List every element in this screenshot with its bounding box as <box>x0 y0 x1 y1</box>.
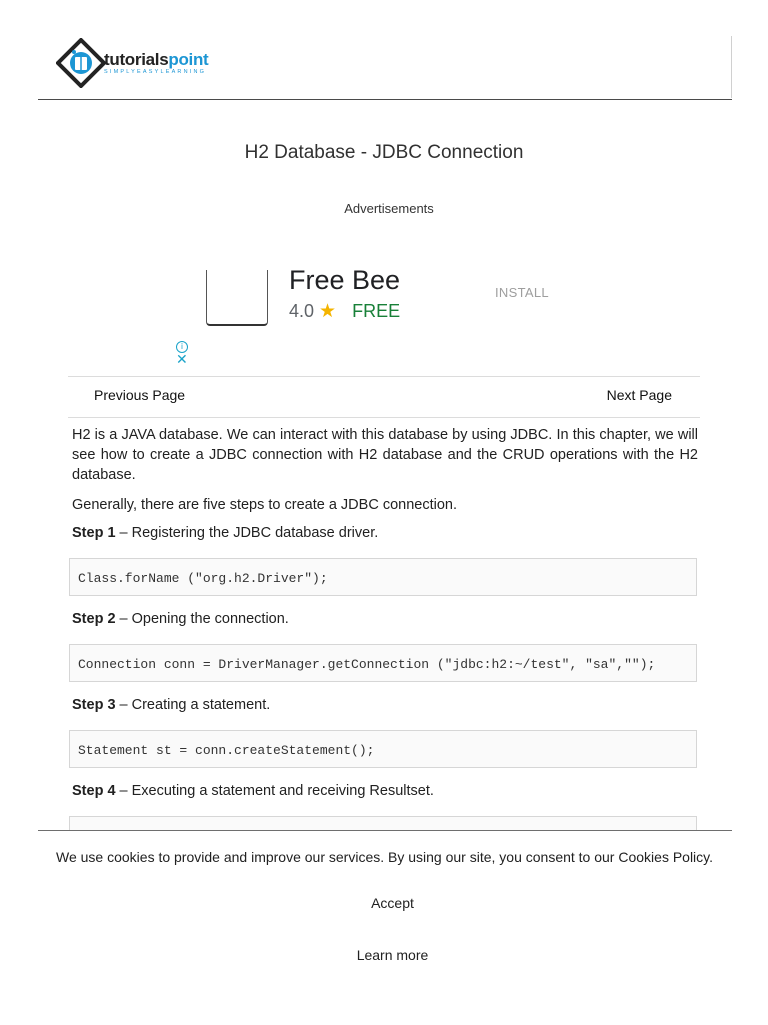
cookie-learn-more-button[interactable]: Learn more <box>38 946 747 964</box>
ad-price: FREE <box>352 301 401 321</box>
star-icon: ★ <box>319 301 337 322</box>
next-page-link[interactable]: Next Page <box>606 387 672 403</box>
site-logo[interactable] <box>56 38 208 88</box>
cookie-message: We use cookies to provide and improve our services. By using our site, you consent to our Cookies Policy. <box>56 849 714 865</box>
ad-info-icon[interactable]: i <box>176 341 188 353</box>
step-3-text: Step 3 – Creating a statement. <box>72 697 271 713</box>
ad-install-button[interactable]: INSTALL <box>495 285 549 300</box>
tutorialspoint-logo-icon <box>56 38 106 88</box>
cookie-consent-banner <box>38 830 732 1025</box>
cookie-accept-button[interactable]: Accept <box>38 894 747 912</box>
ad-rating-value: 4.0 <box>289 301 315 321</box>
ad-rating <box>289 300 400 323</box>
logo-tagline: SIMPLYEASYLEARNING <box>104 68 207 75</box>
step-1-text: Step 1 – Registering the JDBC database driver. <box>72 525 379 541</box>
step-1-code-block: Class.forName ("org.h2.Driver"); <box>69 558 697 596</box>
ad-app-name[interactable]: Free Bee <box>289 265 401 295</box>
ad-close-icon[interactable]: ✕ <box>176 352 188 368</box>
step-2-text: Step 2 – Opening the connection. <box>72 611 289 627</box>
steps-intro-paragraph: Generally, there are five steps to create a JDBC connection. <box>72 497 457 513</box>
page-title: H2 Database - JDBC Connection <box>244 142 524 163</box>
step-4-text: Step 4 – Executing a statement and receiving Resultset. <box>72 783 434 799</box>
header-divider <box>731 36 732 98</box>
ad-app-icon[interactable] <box>206 270 268 326</box>
step-2-code-block: Connection conn = DriverManager.getConnection ("jdbc:h2:~/test", "sa",""); <box>69 644 697 682</box>
page-navigation <box>68 376 700 418</box>
intro-paragraph: H2 is a JAVA database. We can interact with this database by using JDBC. In this chapter, we will see how to create a JDBC connection with H2 database and the CRUD operations with the H2 database. <box>72 427 698 483</box>
site-header <box>38 0 732 100</box>
logo-wordmark: tutorialspoint <box>104 49 209 69</box>
step-3-code-block: Statement st = conn.createStatement(); <box>69 730 697 768</box>
previous-page-link[interactable]: Previous Page <box>94 387 186 403</box>
advertisements-label: Advertisements <box>344 201 434 216</box>
